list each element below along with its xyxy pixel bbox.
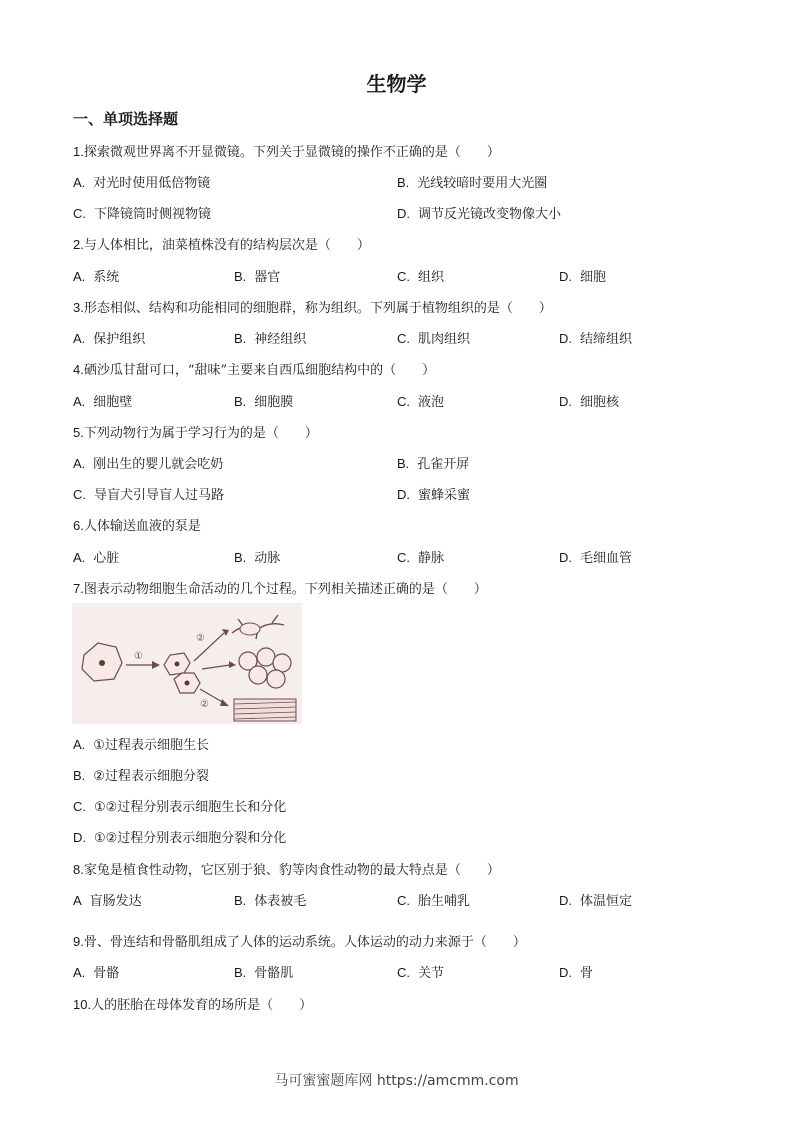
option-3a: A. 保护组织 [73, 331, 146, 347]
option-6d: D. 毛细血管 [559, 550, 633, 566]
question-3: 3.形态相似、结构和功能相同的细胞群，称为组织。下列属于植物组织的是（ ） [73, 300, 552, 316]
option-8d: D. 体温恒定 [559, 893, 633, 909]
option-9b: B. 骨骼肌 [234, 965, 294, 981]
option-4a: A. 细胞壁 [73, 394, 133, 410]
option-1c: C. 下降镜筒时侧视物镜 [73, 206, 212, 222]
page-title: 生物学 [366, 72, 427, 96]
footer-watermark: 马可蜜蜜题库网 https://amcmm.com [274, 1073, 519, 1089]
option-6c: C. 静脉 [397, 550, 445, 566]
step2-label-top: ② [196, 633, 205, 644]
option-5a: A. 刚出生的婴儿就会吃奶 [73, 456, 224, 472]
option-4d: D. 细胞核 [559, 394, 620, 410]
question-7: 7.图表示动物细胞生命活动的几个过程。下列相关描述正确的是（ ） [73, 581, 487, 597]
question-8: 8.家兔是植食性动物，它区别于狼、豹等肉食性动物的最大特点是（ ） [73, 862, 500, 878]
option-8b: B. 体表被毛 [234, 893, 307, 909]
step2-label-bottom: ② [200, 699, 209, 710]
option-6a: A. 心脏 [73, 550, 120, 566]
section-heading: 一、单项选择题 [73, 110, 179, 128]
question-10: 10.人的胚胎在母体发育的场所是（ ） [73, 997, 313, 1013]
option-3b: B. 神经组织 [234, 331, 307, 347]
option-2a: A. 系统 [73, 269, 120, 285]
option-1b: B. 光线较暗时要用大光圈 [397, 175, 548, 191]
question-6: 6.人体输送血液的泵是 [73, 518, 201, 534]
step1-label: ① [134, 651, 143, 662]
question-1: 1.探索微观世界离不开显微镜。下列关于显微镜的操作不正确的是（ ） [73, 144, 500, 160]
option-4b: B. 细胞膜 [234, 394, 294, 410]
option-8a: A 盲肠发达 [73, 893, 142, 909]
option-4c: C. 液泡 [397, 394, 445, 410]
option-1a: A. 对光时使用低倍物镜 [73, 175, 211, 191]
question-2: 2.与人体相比，油菜植株没有的结构层次是（ ） [73, 237, 370, 253]
option-9d: D. 骨 [559, 965, 594, 981]
option-7b: B. ②过程表示细胞分裂 [73, 768, 209, 784]
option-2c: C. 组织 [397, 269, 445, 285]
option-9c: C. 关节 [397, 965, 445, 981]
question-4: 4.硒沙瓜甘甜可口，“甜味”主要来自西瓜细胞结构中的（ ） [73, 362, 436, 378]
option-7a: A. ①过程表示细胞生长 [73, 737, 209, 753]
cell-process-diagram [72, 603, 302, 724]
option-9a: A. 骨骼 [73, 965, 120, 981]
option-3c: C. 肌肉组织 [397, 331, 471, 347]
option-5d: D. 蜜蜂采蜜 [397, 487, 471, 503]
option-7c: C. ①②过程分别表示细胞生长和分化 [73, 799, 287, 815]
option-3d: D. 结缔组织 [559, 331, 633, 347]
option-6b: B. 动脉 [234, 550, 281, 566]
option-7d: D. ①②过程分别表示细胞分裂和分化 [73, 830, 287, 846]
option-2d: D. 细胞 [559, 269, 607, 285]
option-1d: D. 调节反光镜改变物像大小 [397, 206, 562, 222]
question-5: 5.下列动物行为属于学习行为的是（ ） [73, 425, 318, 441]
question-9: 9.骨、骨连结和骨骼肌组成了人体的运动系统。人体运动的动力来源于（ ） [73, 934, 526, 950]
option-2b: B. 器官 [234, 269, 281, 285]
option-5b: B. 孔雀开屏 [397, 456, 470, 472]
option-5c: C. 导盲犬引导盲人过马路 [73, 487, 225, 503]
option-8c: C. 胎生哺乳 [397, 893, 471, 909]
